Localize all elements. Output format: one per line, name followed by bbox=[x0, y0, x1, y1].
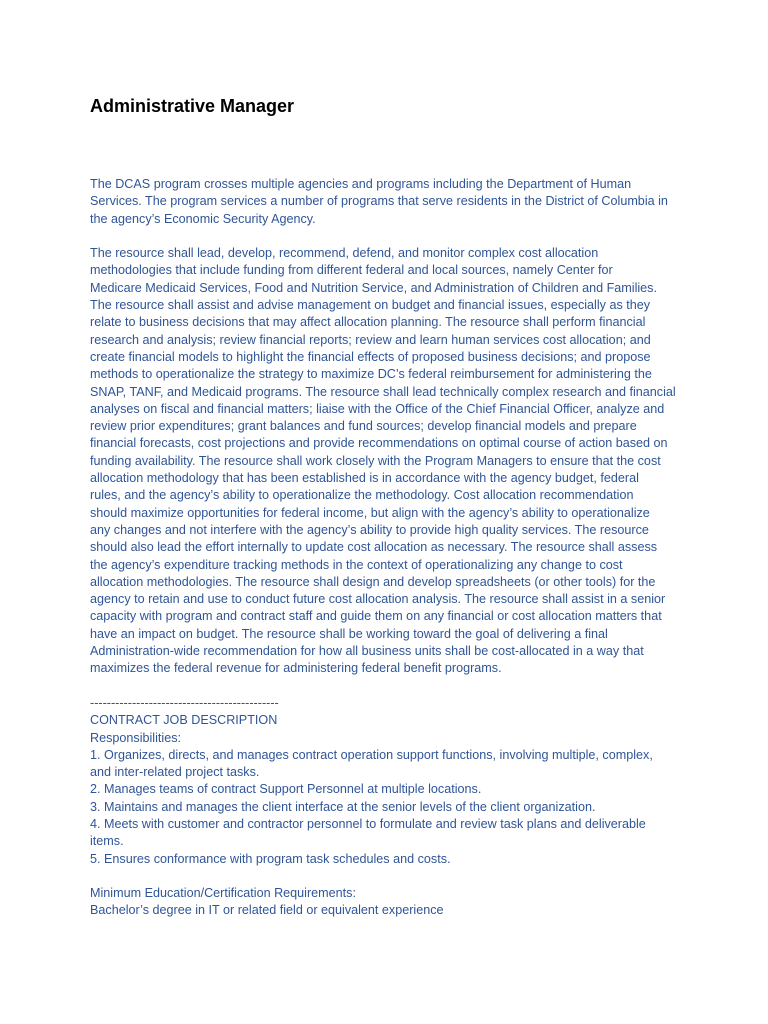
contract-heading: CONTRACT JOB DESCRIPTION bbox=[90, 713, 278, 728]
text-line: SNAP, TANF, and Medicaid programs. The resource shall lead technically complex research and financial bbox=[90, 384, 676, 399]
text-line: The resource shall assist and advise management on budget and financial issues, especially as they bbox=[90, 298, 651, 313]
intro-paragraph bbox=[90, 176, 690, 228]
text-line: capacity with program and contract staff and guide them on any financial or cost allocation matters that bbox=[90, 609, 662, 624]
text-line: The resource shall lead, develop, recommend, defend, and monitor complex cost allocation bbox=[90, 246, 599, 261]
list-item: items. bbox=[90, 834, 124, 849]
text-line: maximizes the federal revenue for administering federal benefit programs. bbox=[90, 661, 502, 676]
text-line: methodologies that include funding from different federal and local sources, namely Center for bbox=[90, 263, 613, 278]
text-line: agency to retain and use to conduct future cost allocation analysis. The resource shall assist in a senior bbox=[90, 592, 666, 607]
text-line: any changes and not interfere with the agency’s ability to provide high quality services. The resource bbox=[90, 522, 649, 537]
list-item: 2. Manages teams of contract Support Personnel at multiple locations. bbox=[90, 782, 482, 797]
text-line: methods to operationalize the strategy to maximize DC’s federal reimbursement for administering the bbox=[90, 367, 652, 382]
list-item: and inter-related project tasks. bbox=[90, 765, 260, 780]
responsibilities-heading: Responsibilities: bbox=[90, 730, 181, 745]
requirements-text: Bachelor’s degree in IT or related field or equivalent experience bbox=[90, 903, 444, 918]
text-line: review prior expenditures; grant balances and fund sources; develop financial models and prepare bbox=[90, 419, 637, 434]
text-line: Medicare Medicaid Services, Food and Nutrition Service, and Administration of Children and Families. bbox=[90, 280, 657, 295]
text-line: analyses on fiscal and financial matters; liaise with the Office of the Chief Financial Officer, analyze and bbox=[90, 401, 665, 416]
document-title: Administrative Manager bbox=[90, 96, 295, 116]
text-line: Administration-wide recommendation for how all business units shall be cost-allocated in a way that bbox=[90, 644, 644, 659]
description-paragraph bbox=[90, 245, 690, 677]
text-line: allocation methodologies. The resource shall design and develop spreadsheets (or other tools) for the bbox=[90, 574, 656, 589]
text-line: allocation methodology that has been established is in accordance with the agency budget, federal bbox=[90, 471, 639, 486]
text-line: the agency’s Economic Security Agency. bbox=[90, 211, 316, 226]
list-item: 4. Meets with customer and contractor personnel to formulate and review task plans and deliverable bbox=[90, 816, 646, 831]
paragraph-gap bbox=[90, 678, 690, 695]
responsibilities-list bbox=[90, 747, 690, 868]
list-item: 3. Maintains and manages the client interface at the senior levels of the client organization. bbox=[90, 799, 596, 814]
text-line: Services. The program services a number of programs that serve residents in the District of Columbia in bbox=[90, 194, 668, 209]
text-line: funding availability. The resource shall work closely with the Program Managers to ensure that the cost bbox=[90, 453, 661, 468]
section-divider: --------------------------------------------- bbox=[90, 695, 279, 710]
text-line: The DCAS program crosses multiple agencies and programs including the Department of Human bbox=[90, 177, 632, 191]
text-line: the agency’s expenditure tracking methods in the context of operationalizing any change to cost bbox=[90, 557, 623, 572]
text-line: rules, and the agency’s ability to operationalize the methodology. Cost allocation recommendation bbox=[90, 488, 634, 503]
text-line: relate to business decisions that may affect allocation planning. The resource shall perform financial bbox=[90, 315, 646, 330]
list-item: 1. Organizes, directs, and manages contract operation support functions, involving multiple, complex, bbox=[90, 747, 653, 762]
document-body bbox=[90, 176, 690, 920]
text-line: create financial models to highlight the financial effects of proposed business decisions; and propose bbox=[90, 349, 651, 364]
text-line: should maximize opportunities for federal income, but align with the agency’s ability to operationalize bbox=[90, 505, 650, 520]
text-line: research and analysis; review financial reports; review and learn human services cost allocation; and bbox=[90, 332, 651, 347]
paragraph-gap bbox=[90, 868, 690, 885]
text-line: have an impact on budget. The resource shall be working toward the goal of delivering a final bbox=[90, 626, 608, 641]
list-item: 5. Ensures conformance with program task schedules and costs. bbox=[90, 851, 451, 866]
paragraph-gap bbox=[90, 228, 690, 245]
text-line: financial forecasts, cost projections and provide recommendations on optimal course of action based on bbox=[90, 436, 668, 451]
requirements-heading: Minimum Education/Certification Requirements: bbox=[90, 886, 356, 901]
text-line: should also lead the effort internally to update cost allocation as necessary. The resource shall assess bbox=[90, 540, 658, 555]
